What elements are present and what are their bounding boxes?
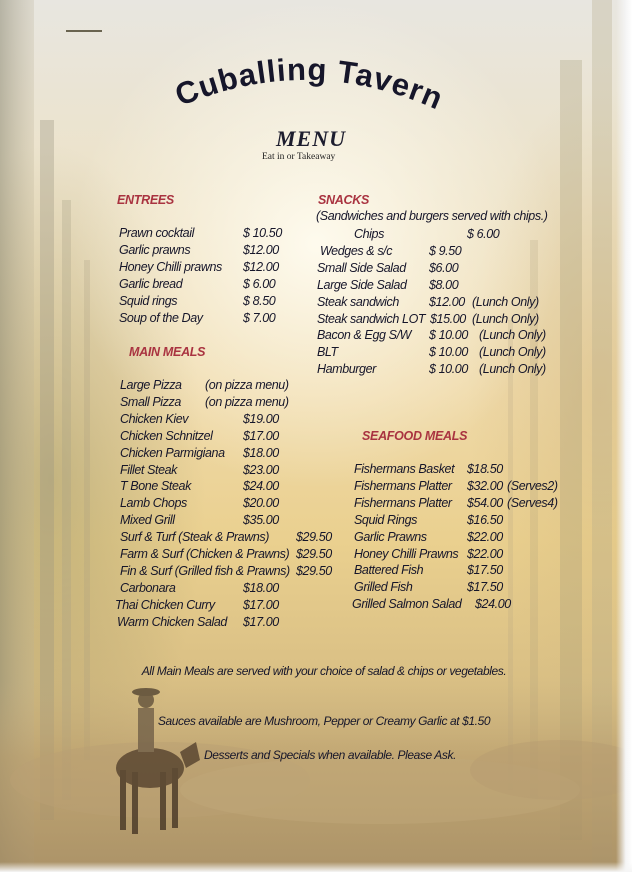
menu-item-price: $23.00: [243, 462, 279, 477]
entrees-heading: ENTREES: [117, 193, 174, 207]
menu-item-price: $8.00: [429, 277, 459, 292]
menu-item-name: BLT: [317, 345, 338, 360]
menu-item-name: Small Side Salad: [317, 260, 406, 275]
menu-item-name: Thai Chicken Curry: [115, 597, 215, 612]
menu-item-price: $18.50: [467, 462, 503, 476]
menu-item-name: Garlic prawns: [119, 243, 191, 257]
menu-item-name: Garlic Prawns: [354, 529, 427, 544]
menu-item-note: (Lunch Only): [479, 345, 546, 360]
menu-item-name: Squid rings: [119, 294, 178, 308]
menu-item-name: Fishermans Basket: [354, 462, 455, 476]
menu-item-price: $17.00: [243, 597, 279, 612]
menu-item-price: $ 6.00: [243, 277, 276, 291]
snacks-note: (Sandwiches and burgers served with chips.): [316, 209, 548, 223]
menu-item-name: Garlic bread: [119, 277, 183, 291]
menu-item-name: Small Pizza: [120, 394, 181, 409]
menu-item-name: Grilled Salmon Salad: [352, 597, 462, 612]
footer-note-meals: All Main Meals are served with your choice of salad & chips or vegetables.: [141, 664, 507, 678]
menu-item-name: Fishermans Platter: [354, 478, 452, 493]
menu-item-name: Grilled Fish: [354, 580, 413, 595]
menu-item-name: Warm Chicken Salad: [117, 614, 227, 629]
menu-item-name: Wedges & s/c: [320, 243, 393, 258]
menu-item-price: $ 10.50: [243, 226, 282, 240]
menu-item-price: $16.50: [467, 512, 503, 527]
menu-item-price: $12.00: [243, 260, 279, 274]
menu-item-name: Steak sandwich: [317, 294, 399, 309]
menu-item-name: Prawn cocktail: [119, 226, 194, 240]
menu-item-name: Fishermans Platter: [354, 495, 452, 510]
menu-item-price: $ 10.00: [429, 345, 468, 360]
menu-item-price: (on pizza menu): [205, 378, 289, 392]
menu-item-name: Large Pizza: [120, 378, 182, 392]
menu-label: MENU: [276, 126, 347, 151]
menu-item-price: $ 9.50: [429, 243, 462, 258]
restaurant-title: Cuballing Tavern: [170, 51, 449, 117]
menu-item-price: $32.00: [467, 478, 503, 493]
menu-item-name: Chicken Schnitzel: [120, 428, 213, 443]
menu-item-name: Steak sandwich LOT: [317, 311, 426, 326]
menu-item-price: $17.50: [467, 580, 503, 595]
menu-item-price: $12.00: [429, 294, 465, 309]
snacks-heading: SNACKS: [318, 193, 369, 207]
menu-item-name: Large Side Salad: [317, 277, 407, 292]
menu-item-price: $19.00: [243, 411, 279, 426]
menu-item-name: Bacon & Egg S/W: [317, 328, 412, 343]
menu-item-price: $22.00: [467, 529, 503, 544]
menu-item-price: $29.50: [296, 547, 332, 561]
menu-item-name: Honey Chilli Prawns: [354, 546, 459, 561]
menu-item-price: $ 10.00: [429, 328, 468, 343]
menu-item-name: Chicken Parmigiana: [120, 445, 225, 460]
menu-item-name: Lamb Chops: [120, 496, 187, 511]
main-meals-heading: MAIN MEALS: [129, 345, 206, 359]
menu-item-price: $18.00: [243, 580, 279, 595]
title-arch: [0, 0, 632, 140]
menu-item-name: Surf & Turf (Steak & Prawns): [120, 530, 270, 545]
menu-item-name: Mixed Grill: [120, 513, 175, 528]
menu-item-note: (Lunch Only): [472, 294, 539, 309]
menu-item-price: $18.00: [243, 445, 279, 460]
menu-item-price: $17.00: [243, 614, 279, 629]
menu-item-name: Hamburger: [317, 362, 376, 377]
menu-item-note: (Lunch Only): [479, 362, 546, 377]
menu-item-name: Farm & Surf (Chicken & Prawns): [120, 547, 290, 561]
menu-item-name: Chicken Kiev: [120, 411, 189, 426]
menu-item-name: Carbonara: [120, 580, 176, 595]
menu-item-price: $ 10.00: [429, 362, 468, 377]
menu-item-price: $35.00: [243, 513, 279, 528]
menu-item-price: $ 7.00: [243, 311, 276, 325]
menu-item-name: T Bone Steak: [120, 479, 191, 494]
menu-item-price: $54.00: [467, 495, 503, 510]
menu-item-price: $29.50: [296, 563, 332, 578]
menu-item-name: Battered Fish: [354, 563, 424, 578]
menu-item-name: Honey Chilli prawns: [119, 260, 222, 274]
menu-item-price: $24.00: [243, 479, 279, 494]
menu-item-note: (Lunch Only): [472, 311, 539, 326]
menu-item-price: $17.00: [243, 428, 279, 443]
menu-item-price: $6.00: [429, 260, 459, 275]
menu-item-note: (Lunch Only): [479, 328, 546, 343]
menu-item-name: Squid Rings: [354, 512, 418, 527]
menu-item-price: $20.00: [243, 496, 279, 511]
subtitle: Eat in or Takeaway: [262, 152, 336, 162]
seafood-heading: SEAFOOD MEALS: [362, 429, 468, 443]
menu-item-price: $24.00: [475, 597, 511, 612]
menu-item-name: Fin & Surf (Grilled fish & Prawns): [120, 563, 290, 578]
page-bottom-edge: [0, 862, 632, 872]
menu-item-price: $22.00: [467, 546, 503, 561]
footer-note-sauces: Sauces available are Mushroom, Pepper or Creamy Garlic at $1.50: [157, 714, 491, 728]
menu-item-price: $ 6.00: [467, 227, 500, 241]
menu-item-price: $17.50: [467, 563, 503, 578]
menu-item-name: Soup of the Day: [119, 311, 203, 325]
menu-item-note: (Serves2): [507, 478, 558, 493]
menu-item-name: Fillet Steak: [120, 462, 178, 477]
menu-item-price: $15.00: [430, 311, 466, 326]
menu-item-name: Chips: [354, 227, 384, 241]
menu-item-price: (on pizza menu): [205, 394, 289, 409]
footer-note-desserts: Desserts and Specials when available. Please Ask.: [203, 748, 457, 762]
menu-item-note: (Serves4): [507, 495, 558, 510]
menu-item-price: $12.00: [243, 243, 279, 257]
menu-item-price: $ 8.50: [243, 294, 276, 308]
menu-item-price: $29.50: [296, 530, 332, 545]
svg-text:Cuballing Tavern: [170, 52, 448, 117]
